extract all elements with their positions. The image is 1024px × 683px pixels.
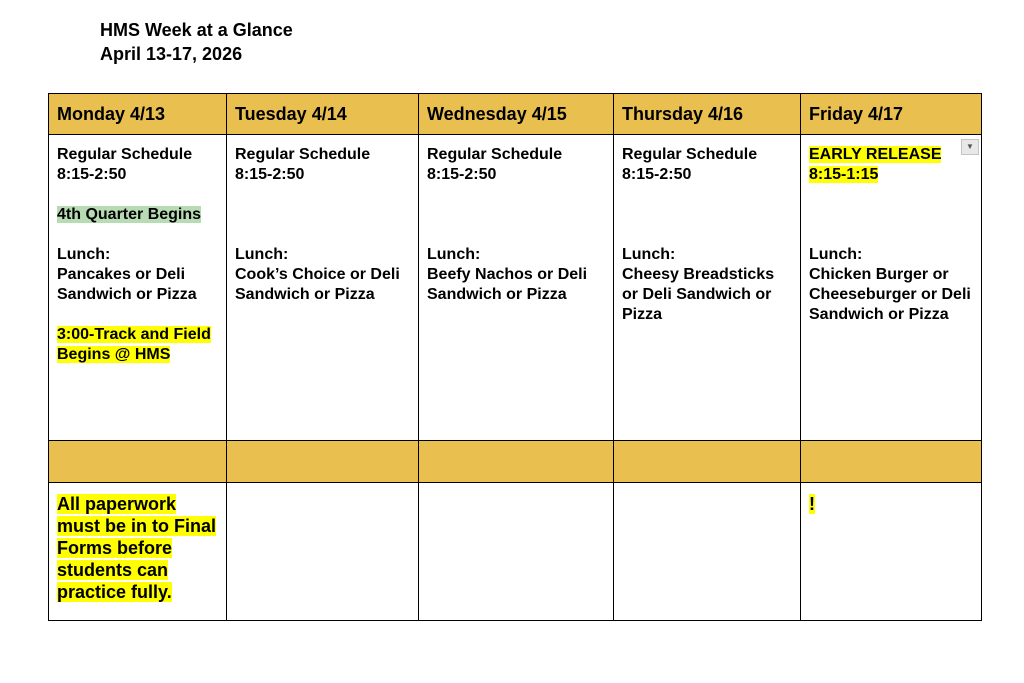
cell-monday[interactable] xyxy=(49,135,227,441)
early-release-label: EARLY RELEASE xyxy=(809,146,942,163)
lunch-label: Lunch: xyxy=(809,246,863,263)
schedule-label: Regular Schedule xyxy=(427,146,563,163)
schedule-time: 8:15-2:50 xyxy=(622,166,692,183)
schedule-label: Regular Schedule xyxy=(235,146,371,163)
divider-cell[interactable] xyxy=(801,441,982,483)
header-tuesday[interactable]: Tuesday 4/14 xyxy=(227,94,419,135)
cell-thursday[interactable] xyxy=(614,135,801,441)
cell-friday[interactable] xyxy=(801,135,982,441)
title-line-2: April 13-17, 2026 xyxy=(100,44,243,64)
divider-cell[interactable] xyxy=(419,441,614,483)
lunch-label: Lunch: xyxy=(235,246,289,263)
header-row xyxy=(49,94,982,135)
title-line-1: HMS Week at a Glance xyxy=(100,20,293,40)
lunch-menu: Cook’s Choice or Deli Sandwich or Pizza xyxy=(235,266,400,303)
note-cell-thursday[interactable] xyxy=(614,483,801,621)
document-title xyxy=(100,18,293,66)
paperwork-note: All paperwork must be in to Final Forms before students can practice fully. xyxy=(57,494,217,602)
lunch-label: Lunch: xyxy=(57,246,111,263)
cell-tuesday[interactable] xyxy=(227,135,419,441)
schedule-row xyxy=(49,135,982,441)
exclamation-note: ! xyxy=(809,494,815,514)
divider-row xyxy=(49,441,982,483)
divider-cell[interactable] xyxy=(227,441,419,483)
note-cell-tuesday[interactable] xyxy=(227,483,419,621)
note-cell-friday[interactable] xyxy=(801,483,982,621)
divider-cell[interactable] xyxy=(614,441,801,483)
notes-row xyxy=(49,483,982,621)
note-cell-monday[interactable] xyxy=(49,483,227,621)
note-cell-wednesday[interactable] xyxy=(419,483,614,621)
divider-cell[interactable] xyxy=(49,441,227,483)
lunch-menu: Cheesy Breadsticks or Deli Sandwich or Pizza xyxy=(622,266,775,323)
quarter-begins-note: 4th Quarter Begins xyxy=(57,206,202,223)
lunch-menu: Chicken Burger or Cheeseburger or Deli Sandwich or Pizza xyxy=(809,266,971,323)
schedule-label: Regular Schedule xyxy=(57,146,193,163)
header-friday[interactable]: Friday 4/17 xyxy=(801,94,982,135)
lunch-menu: Pancakes or Deli Sandwich or Pizza xyxy=(57,266,197,303)
schedule-time: 8:15-2:50 xyxy=(235,166,305,183)
header-thursday[interactable]: Thursday 4/16 xyxy=(614,94,801,135)
lunch-menu: Beefy Nachos or Deli Sandwich or Pizza xyxy=(427,266,588,303)
lunch-label: Lunch: xyxy=(427,246,481,263)
chevron-down-icon[interactable]: ▼ xyxy=(961,139,979,155)
lunch-label: Lunch: xyxy=(622,246,676,263)
week-table xyxy=(48,93,982,621)
schedule-time: 8:15-2:50 xyxy=(57,166,127,183)
cell-wednesday[interactable] xyxy=(419,135,614,441)
schedule-label: Regular Schedule xyxy=(622,146,758,163)
header-wednesday[interactable]: Wednesday 4/15 xyxy=(419,94,614,135)
schedule-time: 8:15-2:50 xyxy=(427,166,497,183)
header-monday[interactable]: Monday 4/13 xyxy=(49,94,227,135)
event-note: 3:00-Track and Field Begins @ HMS xyxy=(57,326,211,363)
early-release-time: 8:15-1:15 xyxy=(809,166,879,183)
